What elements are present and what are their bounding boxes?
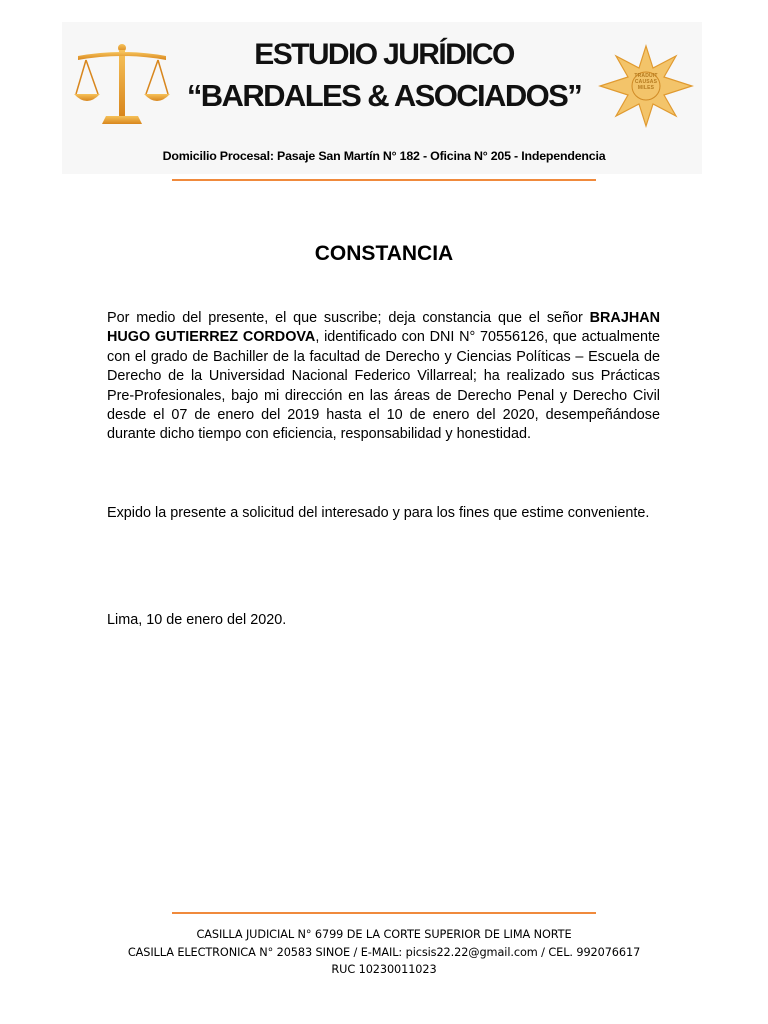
place-date: Lima, 10 de enero del 2020. — [107, 612, 287, 628]
footer-divider — [172, 912, 596, 914]
body-paragraph-2: Expido la presente a solicitud del interesado y para los fines que estime conveniente. — [107, 505, 650, 521]
body-paragraph-1 — [107, 309, 660, 445]
seal-lettering — [627, 73, 665, 91]
footer-casilla-judicial: CASILLA JUDICIAL N° 6799 DE LA CORTE SUPERIOR DE LIMA NORTE — [196, 928, 572, 941]
domicilio-procesal: Domicilio Procesal: Pasaje San Martín N° 182 - Oficina N° 205 - Independencia — [162, 149, 606, 163]
firm-name-line1: ESTUDIO JURÍDICO — [254, 38, 514, 71]
paragraph-text: Por medio del presente, el que suscribe; deja constancia que el señor — [107, 310, 590, 326]
firm-name-line2: “BARDALES & ASOCIADOS” — [186, 78, 582, 113]
footer-ruc: RUC 10230011023 — [331, 963, 437, 976]
seal-line: CAUSAS — [634, 79, 658, 85]
header-divider — [172, 179, 596, 181]
person-name: BRAJHAN HUGO GUTIERREZ CORDOVA — [107, 310, 660, 346]
seal-line: MILES — [637, 85, 655, 91]
footer-contact: CASILLA ELECTRONICA N° 20583 SINOE / E-MAIL: picsis22.22@gmail.com / CEL. 992076617 — [127, 946, 641, 959]
paragraph-text: , identificado con DNI N° 70556126, que actualmente con el grado de Bachiller de la facultad de Derecho y Ciencias Políticas – Escuela de Derecho de la Universidad Nacional Federico Villarreal; ha realizado sus Prácticas Pre-Profesionales, bajo mi dirección en las áreas de Derecho Penal y Derecho Civil desde el 07 de enero del 2019 hasta el 10 de enero del 2020, desempeñándose durante dicho tiempo con eficiencia, responsabilidad y honestidad. — [107, 329, 660, 443]
seal-line: TRADUIT — [634, 73, 658, 79]
document-title: CONSTANCIA — [314, 242, 454, 265]
